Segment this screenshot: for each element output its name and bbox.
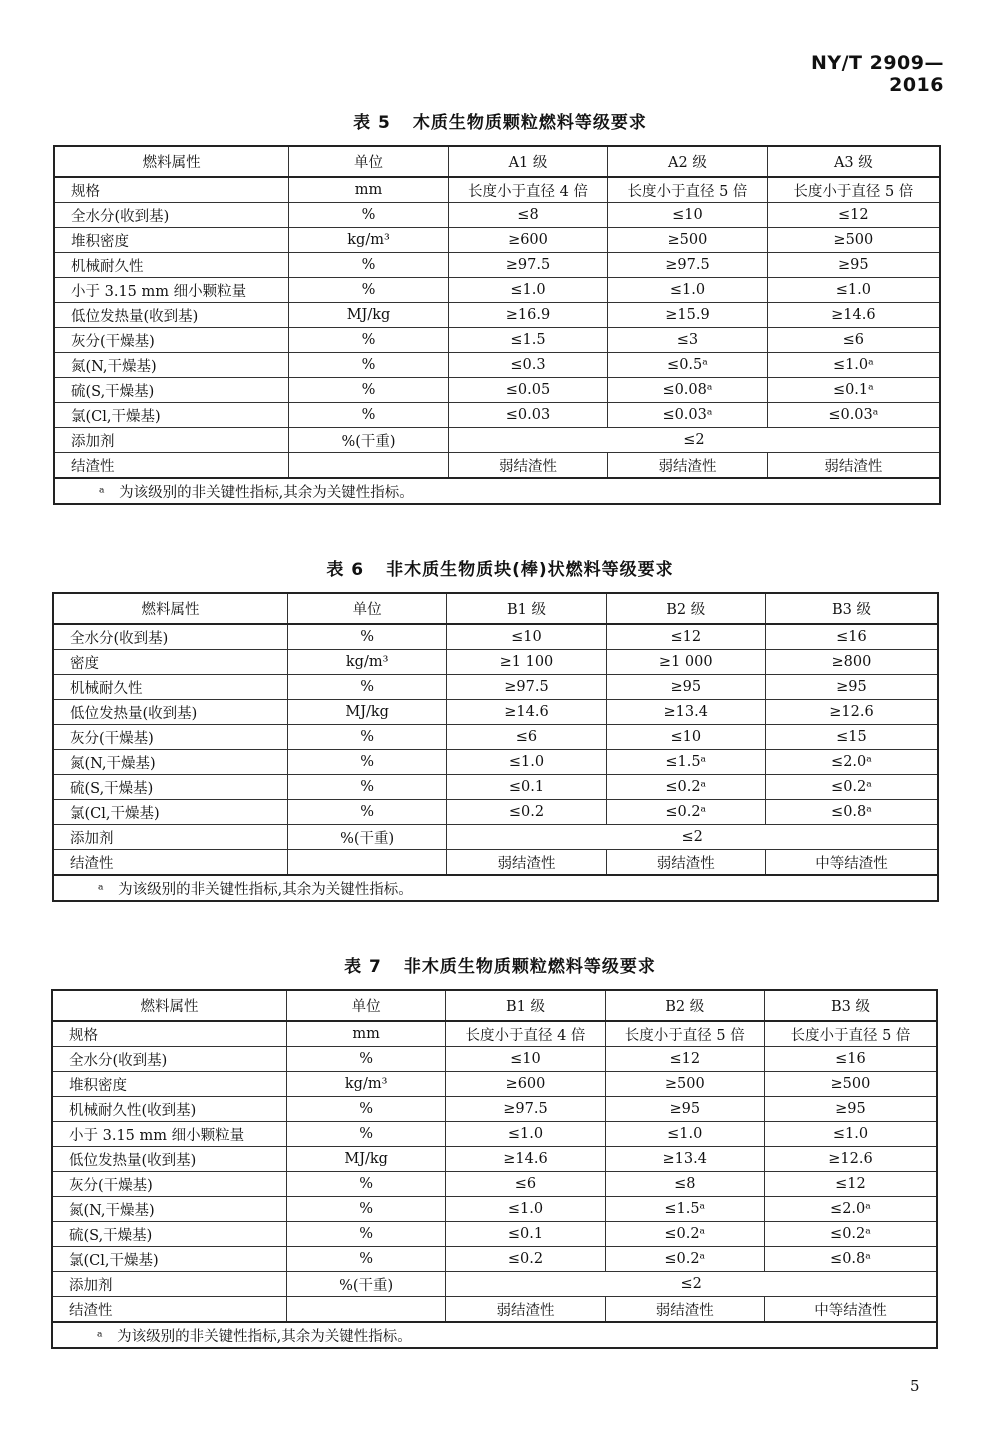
grade-3-cell: ≥800 [765, 650, 938, 675]
table-row [52, 1222, 937, 1247]
grade-1-cell: 弱结渣性 [446, 1297, 605, 1323]
grade-2-cell: ≤0.2ᵃ [605, 1222, 764, 1247]
unit-cell: % [287, 1122, 446, 1147]
grade-3-cell: ≤1.0 [767, 278, 940, 303]
unit-cell: % [289, 328, 448, 353]
grade-3-cell: ≥95 [765, 675, 938, 700]
table-row [52, 1047, 937, 1072]
grade-3-cell: ≤1.0ᵃ [767, 353, 940, 378]
property-cell: 机械耐久性 [53, 675, 288, 700]
grade-2-cell: ≤0.2ᵃ [605, 1247, 764, 1272]
table-row [54, 203, 940, 228]
unit-cell: % [288, 775, 447, 800]
unit-cell: % [289, 403, 448, 428]
unit-cell: % [287, 1172, 446, 1197]
grade-1-cell: ≥14.6 [446, 1147, 605, 1172]
property-cell: 添加剂 [54, 428, 289, 453]
table-row [54, 303, 940, 328]
grade-3-cell: ≤12 [764, 1172, 937, 1197]
table-row [53, 650, 938, 675]
unit-cell: %(干重) [289, 428, 448, 453]
grade-1-cell: 弱结渣性 [447, 850, 606, 876]
grade-3-cell: ≤0.03ᵃ [767, 403, 940, 428]
grade-1-cell: ≤6 [446, 1172, 605, 1197]
grade-3-cell: ≥500 [764, 1072, 937, 1097]
table-number: 表 7 [344, 957, 382, 977]
grade-2-cell: ≤0.08ᵃ [608, 378, 767, 403]
grade-1-cell: ≥16.9 [448, 303, 607, 328]
column-header: B3 级 [764, 990, 937, 1021]
property-cell: 硫(S,干燥基) [53, 775, 288, 800]
property-cell: 堆积密度 [54, 228, 289, 253]
grade-3-cell: ≥12.6 [765, 700, 938, 725]
grade-3-cell: ≥12.6 [764, 1147, 937, 1172]
header-row [53, 593, 938, 624]
grade-2-cell: ≤0.5ᵃ [608, 353, 767, 378]
property-cell: 灰分(干燥基) [52, 1172, 287, 1197]
grade-2-cell: ≤1.0 [608, 278, 767, 303]
property-cell: 硫(S,干燥基) [54, 378, 289, 403]
table-row [52, 1021, 937, 1047]
grade-3-cell: ≥95 [764, 1097, 937, 1122]
property-cell: 氯(Cl,干燥基) [54, 403, 289, 428]
unit-cell [289, 453, 448, 479]
unit-cell: % [289, 378, 448, 403]
additive-row [52, 1272, 937, 1297]
property-cell: 添加剂 [52, 1272, 287, 1297]
unit-cell: kg/m³ [287, 1072, 446, 1097]
grade-2-cell: ≤12 [606, 624, 765, 650]
grade-1-cell: ≤1.0 [448, 278, 607, 303]
table-7-title [0, 952, 1000, 977]
column-header: 单位 [287, 990, 446, 1021]
grade-1-cell: ≤0.03 [448, 403, 607, 428]
property-cell: 氯(Cl,干燥基) [52, 1247, 287, 1272]
property-cell: 规格 [52, 1021, 287, 1047]
column-header: A3 级 [767, 146, 940, 177]
additive-value-cell: ≤2 [448, 428, 940, 453]
grade-3-cell: 中等结渣性 [765, 850, 938, 876]
table-5 [53, 145, 941, 505]
property-cell: 小于 3.15 mm 细小颗粒量 [54, 278, 289, 303]
unit-cell: % [289, 353, 448, 378]
column-header: A1 级 [448, 146, 607, 177]
table-row [54, 228, 940, 253]
property-cell: 全水分(收到基) [53, 624, 288, 650]
unit-cell: % [287, 1222, 446, 1247]
table-number: 表 5 [353, 113, 391, 133]
table-row [53, 750, 938, 775]
grade-3-cell: ≥500 [767, 228, 940, 253]
table-row [52, 1172, 937, 1197]
column-header: 燃料属性 [52, 990, 287, 1021]
property-cell: 硫(S,干燥基) [52, 1222, 287, 1247]
grade-3-cell: ≤2.0ᵃ [764, 1197, 937, 1222]
grade-1-cell: ≤0.2 [447, 800, 606, 825]
grade-3-cell: ≤0.2ᵃ [765, 775, 938, 800]
grade-3-cell: ≥14.6 [767, 303, 940, 328]
grade-1-cell: ≤1.5 [448, 328, 607, 353]
table-row [52, 1122, 937, 1147]
grade-2-cell: 弱结渣性 [608, 453, 767, 479]
column-header: 燃料属性 [54, 146, 289, 177]
grade-2-cell: ≥95 [605, 1097, 764, 1122]
grade-3-cell: 长度小于直径 5 倍 [767, 177, 940, 203]
grade-1-cell: ≤10 [446, 1047, 605, 1072]
standard-code: NY/T 2909—2016 [810, 52, 944, 96]
grade-3-cell: ≤6 [767, 328, 940, 353]
grade-1-cell: ≥97.5 [446, 1097, 605, 1122]
property-cell: 小于 3.15 mm 细小颗粒量 [52, 1122, 287, 1147]
column-header: 燃料属性 [53, 593, 288, 624]
property-cell: 氮(N,干燥基) [52, 1197, 287, 1222]
grade-2-cell: ≥500 [605, 1072, 764, 1097]
grade-1-cell: ≥600 [448, 228, 607, 253]
grade-3-cell: 中等结渣性 [764, 1297, 937, 1323]
slagging-row [54, 453, 940, 479]
grade-1-cell: 弱结渣性 [448, 453, 607, 479]
table-footnote: ᵃ 为该级别的非关键性指标,其余为关键性指标。 [53, 875, 938, 901]
slagging-row [52, 1297, 937, 1323]
additive-row [54, 428, 940, 453]
unit-cell: % [289, 278, 448, 303]
property-cell: 灰分(干燥基) [54, 328, 289, 353]
additive-value-cell: ≤2 [446, 1272, 937, 1297]
unit-cell: % [289, 203, 448, 228]
grade-2-cell: ≤8 [605, 1172, 764, 1197]
unit-cell: MJ/kg [289, 303, 448, 328]
footnote-row [53, 875, 938, 901]
grade-2-cell: ≤0.03ᵃ [608, 403, 767, 428]
property-cell: 全水分(收到基) [52, 1047, 287, 1072]
property-cell: 结渣性 [54, 453, 289, 479]
grade-2-cell: ≤12 [605, 1047, 764, 1072]
unit-cell: kg/m³ [289, 228, 448, 253]
grade-1-cell: ≤0.1 [446, 1222, 605, 1247]
grade-2-cell: ≥13.4 [606, 700, 765, 725]
grade-1-cell: ≥97.5 [447, 675, 606, 700]
grade-2-cell: ≥13.4 [605, 1147, 764, 1172]
table-row [54, 403, 940, 428]
property-cell: 规格 [54, 177, 289, 203]
table-row [54, 278, 940, 303]
additive-value-cell: ≤2 [447, 825, 938, 850]
property-cell: 机械耐久性 [54, 253, 289, 278]
unit-cell: mm [289, 177, 448, 203]
grade-1-cell: ≤10 [447, 624, 606, 650]
grade-1-cell: ≥14.6 [447, 700, 606, 725]
grade-1-cell: ≤0.2 [446, 1247, 605, 1272]
property-cell: 低位发热量(收到基) [53, 700, 288, 725]
column-header: B2 级 [606, 593, 765, 624]
unit-cell: % [288, 624, 447, 650]
table-row [53, 675, 938, 700]
grade-2-cell: ≥15.9 [608, 303, 767, 328]
table-footnote: ᵃ 为该级别的非关键性指标,其余为关键性指标。 [52, 1322, 937, 1348]
table-footnote: ᵃ 为该级别的非关键性指标,其余为关键性指标。 [54, 478, 940, 504]
unit-cell: % [288, 725, 447, 750]
unit-cell: % [288, 750, 447, 775]
unit-cell: kg/m³ [288, 650, 447, 675]
unit-cell: % [288, 675, 447, 700]
grade-1-cell: ≤1.0 [446, 1197, 605, 1222]
table-row [52, 1147, 937, 1172]
unit-cell: MJ/kg [287, 1147, 446, 1172]
grade-2-cell: 弱结渣性 [605, 1297, 764, 1323]
grade-3-cell: ≤1.0 [764, 1122, 937, 1147]
property-cell: 堆积密度 [52, 1072, 287, 1097]
property-cell: 机械耐久性(收到基) [52, 1097, 287, 1122]
grade-1-cell: ≤0.1 [447, 775, 606, 800]
column-header: B2 级 [605, 990, 764, 1021]
grade-3-cell: 弱结渣性 [767, 453, 940, 479]
table-7 [51, 989, 938, 1349]
grade-3-cell: ≤0.2ᵃ [764, 1222, 937, 1247]
grade-1-cell: ≤0.3 [448, 353, 607, 378]
table-name: 木质生物质颗粒燃料等级要求 [412, 113, 647, 133]
additive-row [53, 825, 938, 850]
unit-cell [287, 1297, 446, 1323]
column-header: B1 级 [446, 990, 605, 1021]
table-6 [52, 592, 939, 902]
property-cell: 氮(N,干燥基) [54, 353, 289, 378]
table-row [52, 1097, 937, 1122]
unit-cell [288, 850, 447, 876]
grade-2-cell: ≤0.2ᵃ [606, 800, 765, 825]
page-number: 5 [910, 1377, 920, 1395]
unit-cell: % [288, 800, 447, 825]
column-header: B1 级 [447, 593, 606, 624]
property-cell: 氮(N,干燥基) [53, 750, 288, 775]
grade-3-cell: ≤12 [767, 203, 940, 228]
header-row [54, 146, 940, 177]
unit-cell: mm [287, 1021, 446, 1047]
unit-cell: MJ/kg [288, 700, 447, 725]
property-cell: 结渣性 [52, 1297, 287, 1323]
grade-1-cell: ≥97.5 [448, 253, 607, 278]
grade-2-cell: 长度小于直径 5 倍 [608, 177, 767, 203]
table-row [52, 1197, 937, 1222]
grade-1-cell: 长度小于直径 4 倍 [446, 1021, 605, 1047]
grade-2-cell: ≥500 [608, 228, 767, 253]
grade-2-cell: ≤0.2ᵃ [606, 775, 765, 800]
table-row [52, 1247, 937, 1272]
property-cell: 氯(Cl,干燥基) [53, 800, 288, 825]
table-row [54, 177, 940, 203]
column-header: B3 级 [765, 593, 938, 624]
property-cell: 低位发热量(收到基) [54, 303, 289, 328]
header-row [52, 990, 937, 1021]
grade-2-cell: ≤10 [606, 725, 765, 750]
table-row [53, 800, 938, 825]
grade-2-cell: 长度小于直径 5 倍 [605, 1021, 764, 1047]
grade-1-cell: ≤1.0 [446, 1122, 605, 1147]
column-header: A2 级 [608, 146, 767, 177]
grade-1-cell: ≤0.05 [448, 378, 607, 403]
grade-1-cell: ≤1.0 [447, 750, 606, 775]
grade-3-cell: 长度小于直径 5 倍 [764, 1021, 937, 1047]
grade-2-cell: ≤1.5ᵃ [605, 1197, 764, 1222]
unit-cell: % [287, 1047, 446, 1072]
grade-3-cell: ≤2.0ᵃ [765, 750, 938, 775]
table-number: 表 6 [326, 560, 365, 580]
footnote-row [54, 478, 940, 504]
grade-2-cell: ≤3 [608, 328, 767, 353]
unit-cell: %(干重) [287, 1272, 446, 1297]
slagging-row [53, 850, 938, 876]
property-cell: 低位发热量(收到基) [52, 1147, 287, 1172]
column-header: 单位 [289, 146, 448, 177]
grade-1-cell: ≥600 [446, 1072, 605, 1097]
grade-2-cell: ≥1 000 [606, 650, 765, 675]
table-row [53, 725, 938, 750]
footnote-row [52, 1322, 937, 1348]
property-cell: 灰分(干燥基) [53, 725, 288, 750]
unit-cell: %(干重) [288, 825, 447, 850]
column-header: 单位 [288, 593, 447, 624]
table-row [54, 328, 940, 353]
grade-3-cell: ≤16 [764, 1047, 937, 1072]
table-row [54, 378, 940, 403]
grade-1-cell: ≤6 [447, 725, 606, 750]
grade-2-cell: ≥97.5 [608, 253, 767, 278]
table-row [53, 700, 938, 725]
grade-3-cell: ≤16 [765, 624, 938, 650]
property-cell: 密度 [53, 650, 288, 675]
table-5-title [0, 108, 1000, 133]
table-6-title [0, 555, 1000, 580]
grade-3-cell: ≥95 [767, 253, 940, 278]
table-row [52, 1072, 937, 1097]
property-cell: 结渣性 [53, 850, 288, 876]
unit-cell: % [287, 1247, 446, 1272]
unit-cell: % [289, 253, 448, 278]
grade-3-cell: ≤15 [765, 725, 938, 750]
grade-2-cell: ≥95 [606, 675, 765, 700]
grade-3-cell: ≤0.1ᵃ [767, 378, 940, 403]
unit-cell: % [287, 1097, 446, 1122]
grade-3-cell: ≤0.8ᵃ [764, 1247, 937, 1272]
grade-2-cell: ≤1.5ᵃ [606, 750, 765, 775]
property-cell: 添加剂 [53, 825, 288, 850]
table-row [53, 624, 938, 650]
unit-cell: % [287, 1197, 446, 1222]
property-cell: 全水分(收到基) [54, 203, 289, 228]
table-row [54, 253, 940, 278]
grade-1-cell: 长度小于直径 4 倍 [448, 177, 607, 203]
grade-3-cell: ≤0.8ᵃ [765, 800, 938, 825]
grade-1-cell: ≤8 [448, 203, 607, 228]
grade-1-cell: ≥1 100 [447, 650, 606, 675]
table-name: 非木质生物质块(棒)状燃料等级要求 [386, 560, 674, 580]
grade-2-cell: ≤10 [608, 203, 767, 228]
table-name: 非木质生物质颗粒燃料等级要求 [403, 957, 656, 977]
grade-2-cell: 弱结渣性 [606, 850, 765, 876]
table-row [54, 353, 940, 378]
table-row [53, 775, 938, 800]
grade-2-cell: ≤1.0 [605, 1122, 764, 1147]
